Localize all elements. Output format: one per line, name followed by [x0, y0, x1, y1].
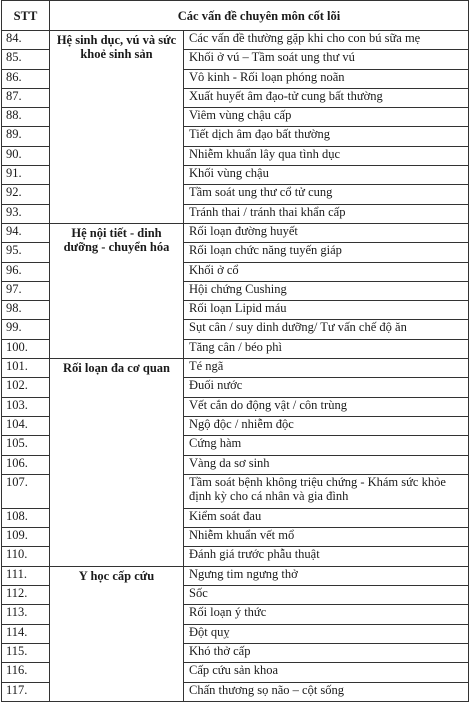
group-name: Hệ nội tiết - dinh dưỡng - chuyển hóa: [50, 223, 184, 358]
core-issue: Đánh giá trước phẫu thuật: [184, 547, 469, 566]
row-number: 112.: [2, 586, 50, 605]
row-number: 114.: [2, 624, 50, 643]
row-number: 99.: [2, 320, 50, 339]
row-number: 116.: [2, 663, 50, 682]
header-core-issues: Các vấn đề chuyên môn cốt lõi: [50, 1, 469, 31]
table-row: [2, 31, 469, 50]
row-number: 103.: [2, 397, 50, 416]
core-issue: Khó thở cấp: [184, 643, 469, 662]
core-issue: Nhiễm khuẩn vết mổ: [184, 528, 469, 547]
row-number: 115.: [2, 643, 50, 662]
core-issue: Hội chứng Cushing: [184, 281, 469, 300]
row-number: 109.: [2, 528, 50, 547]
core-issue: Vô kinh - Rối loạn phóng noãn: [184, 69, 469, 88]
row-number: 89.: [2, 127, 50, 146]
row-number: 85.: [2, 50, 50, 69]
header-stt: STT: [2, 1, 50, 31]
core-issue: Khối vùng chậu: [184, 166, 469, 185]
row-number: 92.: [2, 185, 50, 204]
core-issue: Khối ở vú – Tầm soát ung thư vú: [184, 50, 469, 69]
core-issue: Ngộ độc / nhiễm độc: [184, 416, 469, 435]
core-issue: Tiết dịch âm đạo bất thường: [184, 127, 469, 146]
row-number: 107.: [2, 474, 50, 508]
row-number: 104.: [2, 416, 50, 435]
table-row: [2, 223, 469, 242]
core-issue: Nhiễm khuẩn lây qua tình dục: [184, 146, 469, 165]
core-issue: Vết cắn do động vật / côn trùng: [184, 397, 469, 416]
core-issue: Các vấn đề thường gặp khi cho con bú sữa mẹ: [184, 31, 469, 50]
core-issue: Tăng cân / béo phì: [184, 339, 469, 358]
row-number: 106.: [2, 455, 50, 474]
core-issue: Cấp cứu sản khoa: [184, 663, 469, 682]
row-number: 113.: [2, 605, 50, 624]
row-number: 100.: [2, 339, 50, 358]
row-number: 98.: [2, 301, 50, 320]
core-issue: Sụt cân / suy dinh dưỡng/ Tư vấn chế độ ăn: [184, 320, 469, 339]
core-issue: Đuối nước: [184, 378, 469, 397]
core-issue: Rối loạn chức năng tuyến giáp: [184, 243, 469, 262]
row-number: 90.: [2, 146, 50, 165]
table-body: [2, 31, 469, 702]
row-number: 87.: [2, 88, 50, 107]
row-number: 95.: [2, 243, 50, 262]
table-header-row: [2, 1, 469, 31]
core-issue: Rối loạn Lipid máu: [184, 301, 469, 320]
row-number: 91.: [2, 166, 50, 185]
core-issue: Cứng hàm: [184, 436, 469, 455]
core-issue: Tránh thai / tránh thai khẩn cấp: [184, 204, 469, 223]
row-number: 97.: [2, 281, 50, 300]
row-number: 102.: [2, 378, 50, 397]
core-issue: Chấn thương sọ não – cột sống: [184, 682, 469, 701]
core-issue: Rối loạn ý thức: [184, 605, 469, 624]
row-number: 108.: [2, 508, 50, 527]
core-issue: Sốc: [184, 586, 469, 605]
core-issue: Vàng da sơ sinh: [184, 455, 469, 474]
row-number: 84.: [2, 31, 50, 50]
row-number: 110.: [2, 547, 50, 566]
group-name: Hệ sinh dục, vú và sức khoẻ sinh sản: [50, 31, 184, 224]
core-issue: Tầm soát bệnh không triệu chứng - Khám sức khỏe định kỳ cho cá nhân và gia đình: [184, 474, 469, 508]
row-number: 93.: [2, 204, 50, 223]
table-row: [2, 566, 469, 585]
core-issue: Té ngã: [184, 359, 469, 378]
row-number: 96.: [2, 262, 50, 281]
table-row: [2, 359, 469, 378]
core-issue: Khối ở cổ: [184, 262, 469, 281]
core-issue: Rối loạn đường huyết: [184, 223, 469, 242]
group-name: Y học cấp cứu: [50, 566, 184, 701]
core-issue: Xuất huyết âm đạo-tử cung bất thường: [184, 88, 469, 107]
row-number: 86.: [2, 69, 50, 88]
core-issue: Ngưng tim ngưng thở: [184, 566, 469, 585]
row-number: 105.: [2, 436, 50, 455]
row-number: 101.: [2, 359, 50, 378]
group-name: Rối loạn đa cơ quan: [50, 359, 184, 567]
core-issue: Đột quỵ: [184, 624, 469, 643]
row-number: 88.: [2, 108, 50, 127]
core-issue: Tầm soát ung thư cổ tử cung: [184, 185, 469, 204]
row-number: 117.: [2, 682, 50, 701]
row-number: 94.: [2, 223, 50, 242]
curriculum-table: [1, 0, 469, 702]
core-issue: Viêm vùng chậu cấp: [184, 108, 469, 127]
row-number: 111.: [2, 566, 50, 585]
core-issue: Kiểm soát đau: [184, 508, 469, 527]
